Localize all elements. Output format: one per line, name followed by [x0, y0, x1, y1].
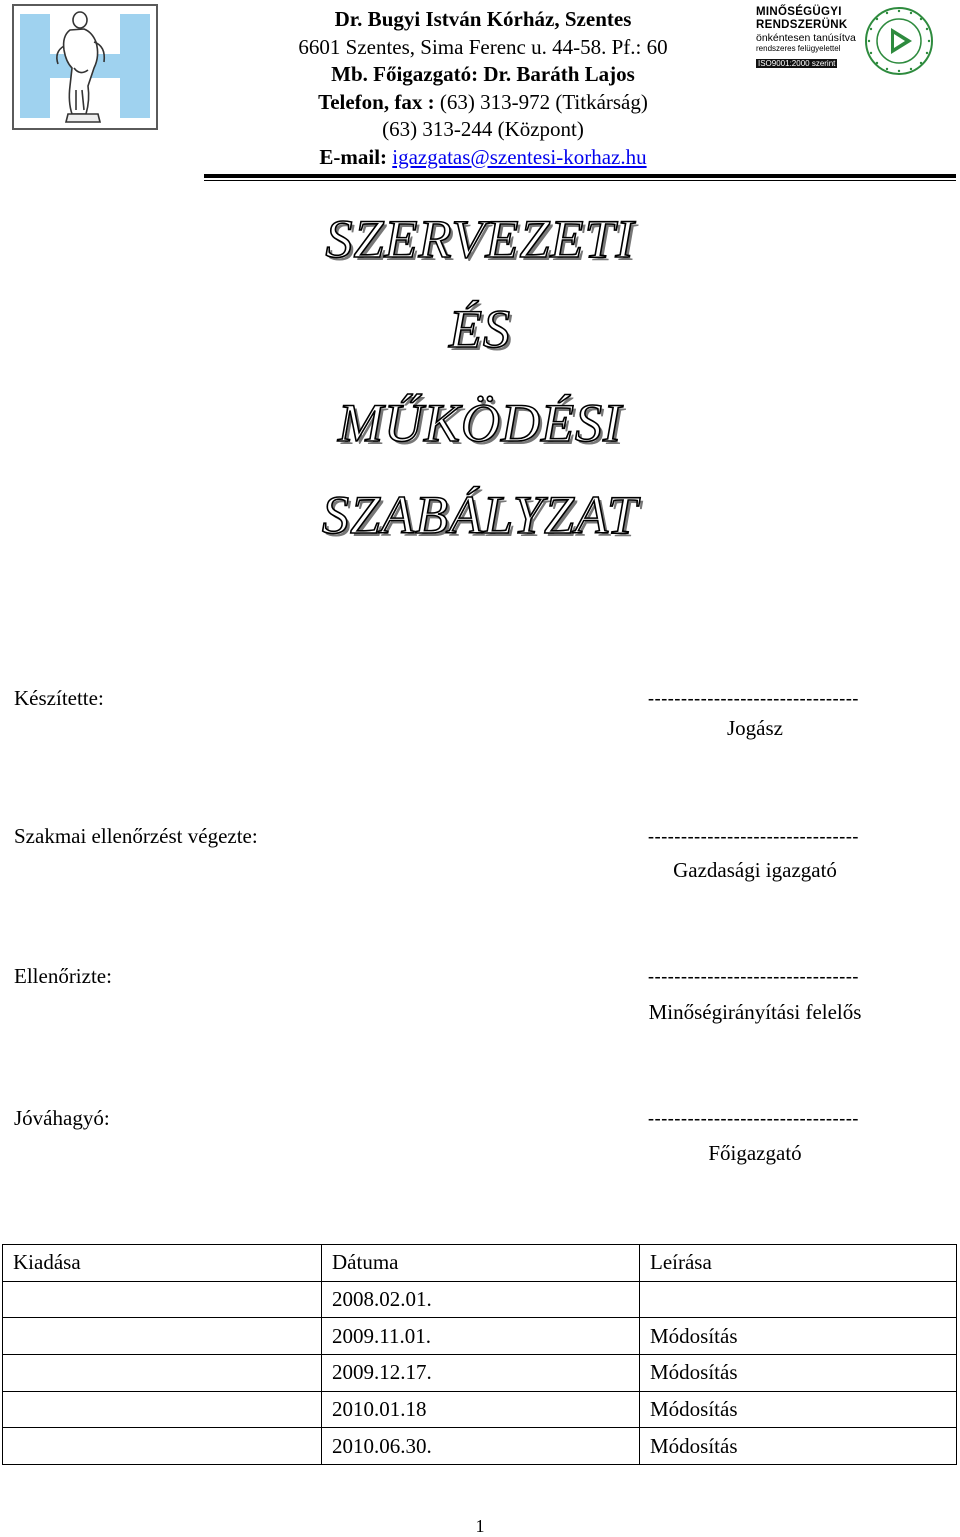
title-line-4: SZABÁLYZAT [321, 485, 639, 545]
sig-line-reviewed: -------------------------------- [648, 826, 860, 846]
hospital-name: Dr. Bugyi István Kórház, Szentes [334, 7, 632, 31]
cert-line4: rendszeres felügyelettel [756, 44, 841, 53]
cert-text [756, 6, 862, 71]
email-link[interactable]: igazgatas@szentesi-korhaz.hu [392, 144, 647, 169]
row-edition [3, 1391, 322, 1428]
row-description: Módosítás [640, 1355, 957, 1392]
cert-line3: önkéntesen tanúsítva [756, 32, 856, 44]
header-description: Leírása [640, 1245, 957, 1282]
email-line: E-mail: igazgatas@szentesi-korhaz.hu [319, 144, 647, 169]
revision-table [2, 1244, 957, 1465]
row-date: 2010.01.18 [322, 1391, 640, 1428]
sig-line-checked: -------------------------------- [648, 966, 860, 986]
sig-role-approved: Főigazgató [708, 1141, 802, 1165]
sig-label-checked: Ellenőrizte: [14, 964, 112, 988]
title-line-1: SZERVEZETI [325, 209, 635, 269]
sig-role-prepared: Jogász [727, 716, 783, 740]
row-edition [3, 1428, 322, 1465]
sig-label-approved: Jóváhagyó: [14, 1106, 110, 1130]
cert-line2: RENDSZERÜNK [756, 19, 848, 31]
row-description: Módosítás [640, 1428, 957, 1465]
row-description [640, 1281, 957, 1318]
table-row [3, 1355, 957, 1392]
row-edition [3, 1281, 322, 1318]
header-rule-thick [204, 174, 956, 178]
table-row [3, 1391, 957, 1428]
table-header-row [3, 1245, 957, 1282]
row-date: 2009.12.17. [322, 1355, 640, 1392]
row-edition [3, 1355, 322, 1392]
row-edition [3, 1318, 322, 1355]
phone-central: (63) 313-244 (Központ) [382, 117, 584, 141]
letterhead [200, 6, 766, 171]
sig-line-approved: -------------------------------- [648, 1108, 860, 1128]
page-number: 1 [475, 1516, 485, 1536]
sig-role-checked: Minőségirányítási felelős [648, 1000, 862, 1024]
row-date: 2008.02.01. [322, 1281, 640, 1318]
row-description: Módosítás [640, 1318, 957, 1355]
row-description: Módosítás [640, 1391, 957, 1428]
table-row [3, 1318, 957, 1355]
certification-seal-icon [864, 6, 934, 76]
sig-label-reviewed: Szakmai ellenőrzést végezte: [14, 824, 258, 848]
quality-certification-badge [756, 6, 934, 78]
sig-role-reviewed: Gazdasági igazgató [673, 858, 837, 882]
sig-line-prepared: -------------------------------- [648, 688, 860, 708]
cert-line5: ISO9001:2000 szerint [758, 59, 836, 68]
hospital-h-logo-icon [14, 6, 156, 128]
cert-line1: MINŐSÉGÜGYI [756, 6, 842, 18]
header-date: Dátuma [322, 1245, 640, 1282]
sig-label-prepared: Készítette: [14, 686, 104, 710]
director-line: Mb. Főigazgató: Dr. Baráth Lajos [331, 62, 635, 86]
hospital-logo [12, 4, 158, 130]
header-rule-thin [204, 180, 956, 181]
title-line-3: MŰKÖDÉSI [338, 393, 622, 453]
hospital-address: 6601 Szentes, Sima Ferenc u. 44-58. Pf.: 60 [298, 34, 668, 59]
row-date: 2009.11.01. [322, 1318, 640, 1355]
table-row [3, 1428, 957, 1465]
row-date: 2010.06.30. [322, 1428, 640, 1465]
title-line-2: ÉS [449, 299, 511, 359]
header-edition: Kiadása [3, 1245, 322, 1282]
table-row [3, 1281, 957, 1318]
phone-line: Telefon, fax : (63) 313-972 (Titkárság) [318, 89, 648, 114]
